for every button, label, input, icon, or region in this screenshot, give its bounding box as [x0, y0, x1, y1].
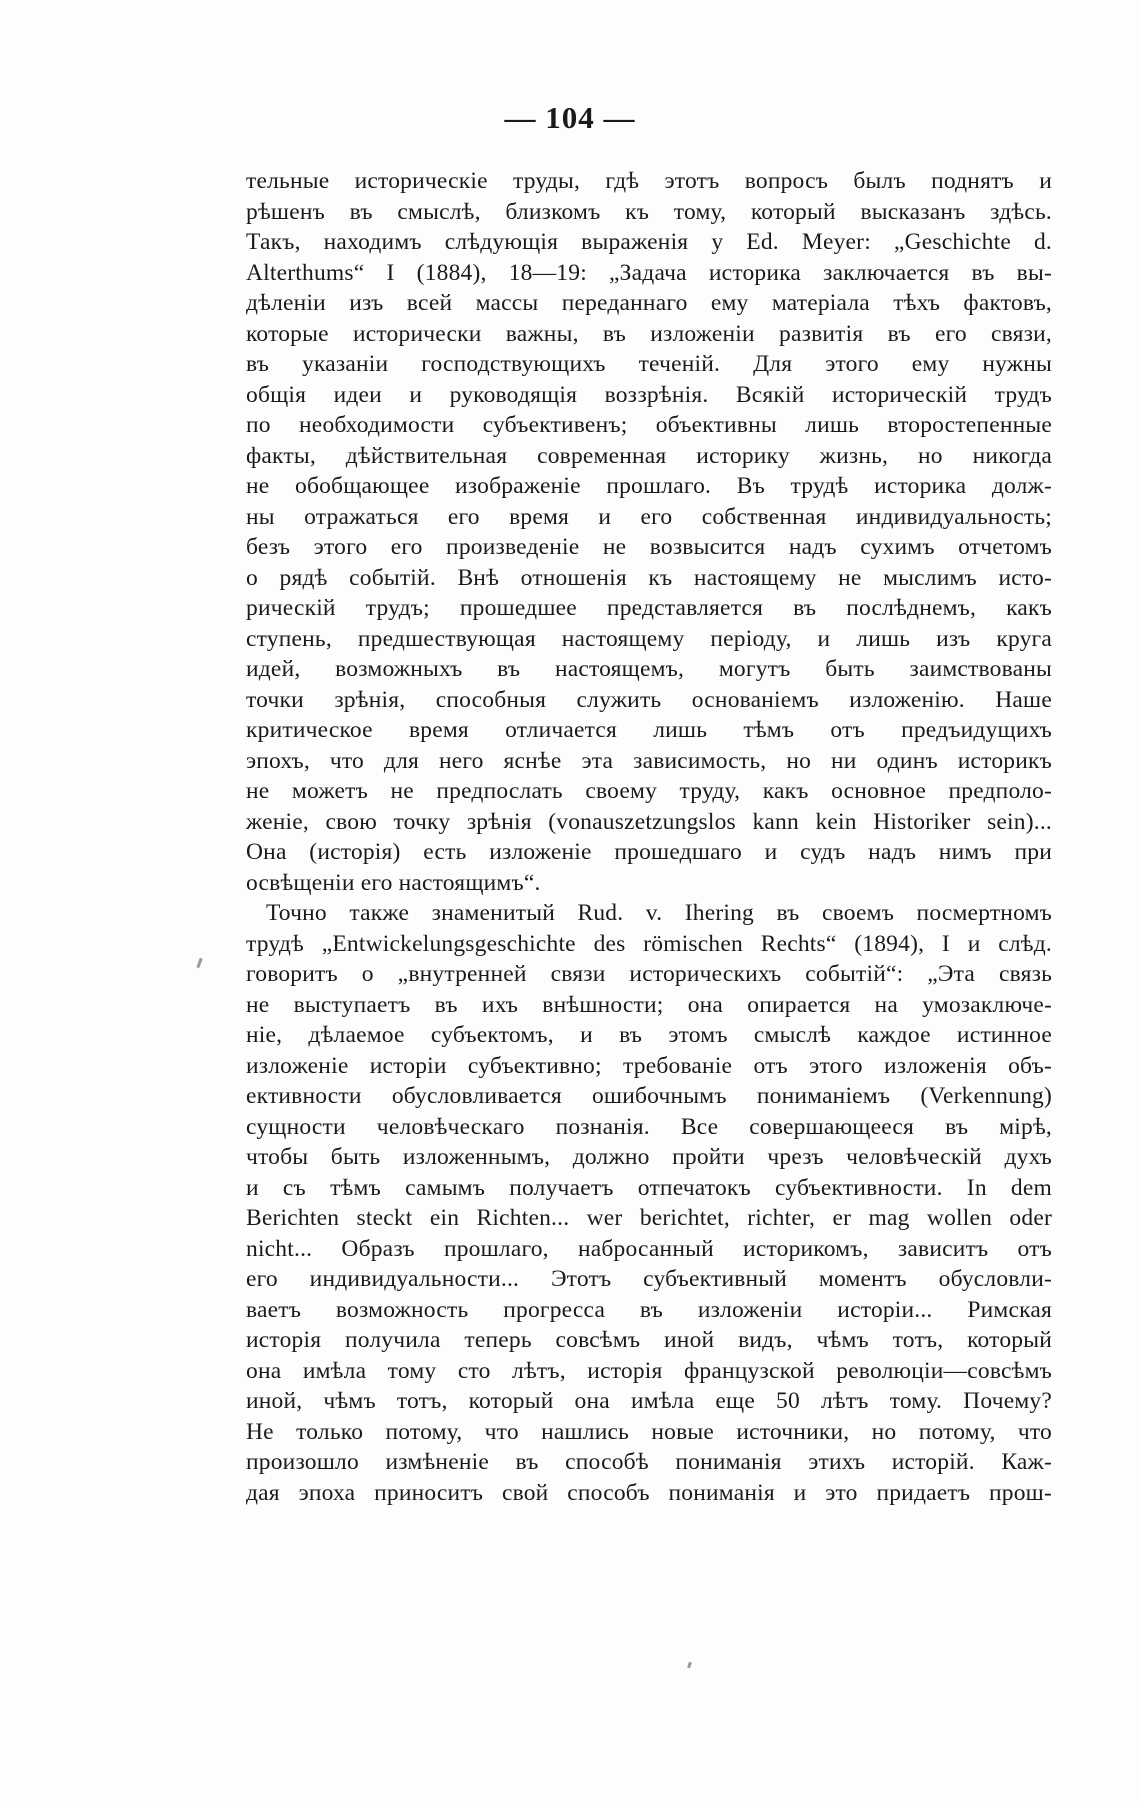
text-line: не обобщающее изображенiе прошлаго. Въ трудѣ историка долж-: [246, 473, 1052, 499]
text-line: не выступаетъ въ ихъ внѣшности; она опирается на умозаключе-: [246, 991, 1052, 1018]
text-line: Alterthums“ I (1884), 18—19: „Задача историка заключается въ вы-: [246, 259, 1052, 286]
text-line: освѣщенiи его настоящимъ“.: [246, 869, 541, 896]
page-number: — 104 —: [504, 100, 636, 135]
text-line: Она (исторiя) есть изложенiе прошедшаго и судъ надъ нимъ при: [246, 839, 1052, 865]
text-line: изложенiе исторiи субъективно; требованiе отъ этого изложенiя объ-: [246, 1052, 1052, 1079]
text-line: его индивидуальности... Этотъ субъективный моментъ обусловли-: [246, 1266, 1052, 1292]
text-line: критическое время отличается лишь тѣмъ отъ предъидущихъ: [246, 717, 1052, 743]
text-line: говоритъ о „внутренней связи историческихъ событiй“: „Эта связь: [246, 961, 1052, 987]
text-line: о рядѣ событiй. Внѣ отношенiя къ настоящему не мыслимъ исто-: [246, 564, 1052, 591]
text-line: рѣшенъ въ смыслѣ, близкомъ къ тому, который высказанъ здѣсь.: [246, 198, 1052, 225]
text-line: нiе, дѣлаемое субъектомъ, и въ этомъ смыслѣ каждое истинное: [246, 1022, 1052, 1048]
text-line: произошло измѣненiе въ способѣ пониманiя этихъ исторiй. Каж-: [246, 1449, 1052, 1475]
text-line: не можетъ не предпослать своему труду, какъ основное предполо-: [246, 778, 1052, 804]
text-line: точки зрѣнiя, способныя служить основанiемъ изложенiю. Наше: [246, 686, 1052, 713]
text-line: которые исторически важны, въ изложенiи развитiя въ его связи,: [246, 320, 1052, 347]
text-line: nicht... Образъ прошлаго, набросанный историкомъ, зависитъ отъ: [246, 1235, 1052, 1262]
text-line: эпохъ, что для него яснѣе эта зависимость, но ни одинъ историкъ: [246, 747, 1052, 774]
text-line: ны отражаться его время и его собственная индивидуальность;: [246, 503, 1052, 530]
ink-speck: [196, 958, 202, 968]
body-text: [246, 166, 1052, 1508]
text-line: дѣленiи изъ всей массы переданнаго ему матерiала тѣхъ фактовъ,: [246, 290, 1052, 316]
text-line: дая эпоха приноситъ свой способъ пониманiя и это придаетъ прош-: [246, 1479, 1052, 1506]
text-line: трудѣ „Entwickelungsgeschichte des römischen Rechts“ (1894), I и слѣд.: [246, 930, 1052, 957]
text-line: Точно также знаменитый Rud. v. Ihering въ своемъ посмертномъ: [266, 900, 1052, 926]
text-line: факты, дѣйствительная современная историку жизнь, но никогда: [246, 442, 1052, 469]
text-line: ступень, предшествующая настоящему перiоду, и лишь изъ круга: [246, 625, 1052, 652]
text-line: и съ тѣмъ самымъ получаетъ отпечатокъ субъективности. In dem: [246, 1174, 1052, 1201]
text-line: Не только потому, что нашлись новые источники, но потому, что: [246, 1418, 1052, 1445]
text-line: Такъ, находимъ слѣдующiя выраженiя у Ed. Meyer: „Geschichte d.: [246, 229, 1052, 255]
text-line: она имѣла тому сто лѣтъ, исторiя французской революцiи—совсѣмъ: [246, 1357, 1052, 1384]
text-line: по необходимости субъективенъ; объективны лишь второстепенные: [246, 412, 1052, 438]
text-line: безъ этого его произведенiе не возвысится надъ сухимъ отчетомъ: [246, 534, 1052, 560]
text-line: женiе, свою точку зрѣнiя (vonauszetzungslos kann kein Historiker sein)...: [246, 808, 1052, 835]
ink-speck: [687, 1662, 692, 1669]
text-line: общiя идеи и руководящiя воззрѣнiя. Всякiй историческiй трудъ: [246, 381, 1052, 408]
text-line: исторiя получила теперь совсѣмъ иной видъ, чѣмъ тотъ, который: [246, 1327, 1052, 1353]
text-line: тельные историческiе труды, гдѣ этотъ вопросъ былъ поднятъ и: [246, 168, 1052, 194]
text-line: идей, возможныхъ въ настоящемъ, могутъ быть заимствованы: [246, 656, 1052, 682]
text-line: въ указанiи господствующихъ теченiй. Для этого ему нужны: [246, 351, 1052, 377]
text-line: ективности обусловливается ошибочнымъ пониманiемъ (Verkennung): [246, 1083, 1052, 1109]
text-line: рическiй трудъ; прошедшее представляется въ послѣднемъ, какъ: [246, 595, 1052, 621]
text-line: сущности человѣческаго познанiя. Все совершающееся въ мiрѣ,: [246, 1113, 1052, 1140]
text-line: Berichten steckt ein Richten... wer berichtet, richter, er mag wollen oder: [246, 1205, 1052, 1231]
text-line: чтобы быть изложеннымъ, должно пройти чрезъ человѣческiй духъ: [246, 1144, 1052, 1170]
text-line: иной, чѣмъ тотъ, который она имѣла еще 50 лѣтъ тому. Почему?: [246, 1388, 1052, 1414]
text-line: ваетъ возможность прогресса въ изложенiи исторiи... Римская: [246, 1296, 1052, 1323]
